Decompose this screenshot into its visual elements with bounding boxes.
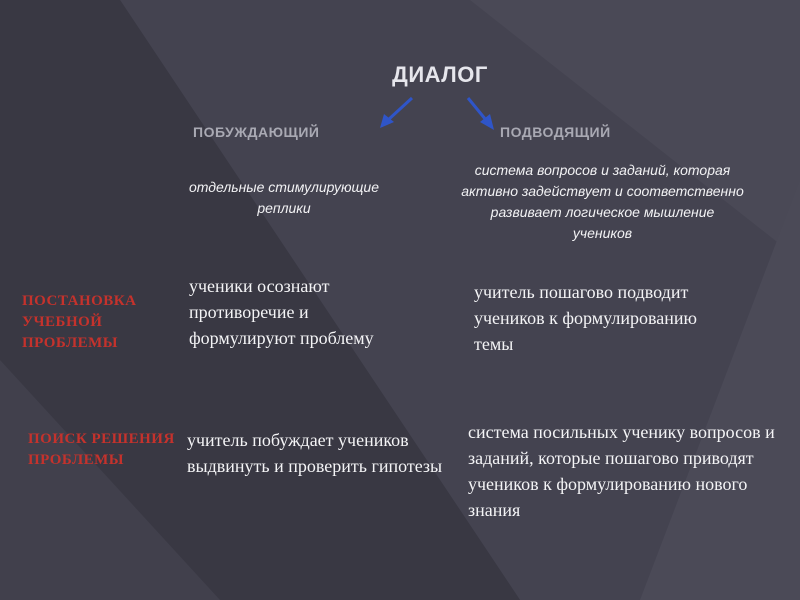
column-heading-leading: ПОДВОДЯЩИЙ	[500, 124, 611, 140]
cell-solution-search-prompting: учитель побуждает учеников выдвинуть и проверить гипотезы	[187, 430, 443, 476]
column-description-leading: система вопросов и заданий, которая активно задействует и соответственно развивает логическое мышление учеников	[461, 162, 744, 241]
row-label-solution-search: ПОИСК РЕШЕНИЯ ПРОБЛЕМЫ	[28, 431, 175, 468]
column-heading-prompting: ПОБУЖДАЮЩИЙ	[193, 124, 320, 140]
cell-problem-statement-prompting: ученики осознают противоречие и формулируют проблему	[189, 276, 374, 348]
slide-title: ДИАЛОГ	[392, 62, 488, 87]
cell-problem-statement-leading: учитель пошагово подводит учеников к формулированию темы	[474, 282, 697, 354]
column-description-prompting: отдельные стимулирующие реплики	[188, 179, 380, 216]
row-label-problem-statement: ПОСТАНОВКА УЧЕБНОЙ ПРОБЛЕМЫ	[22, 293, 137, 351]
cell-solution-search-leading: система посильных ученику вопросов и заданий, которые пошагово приводят учеников к формулированию нового знания	[468, 422, 775, 520]
